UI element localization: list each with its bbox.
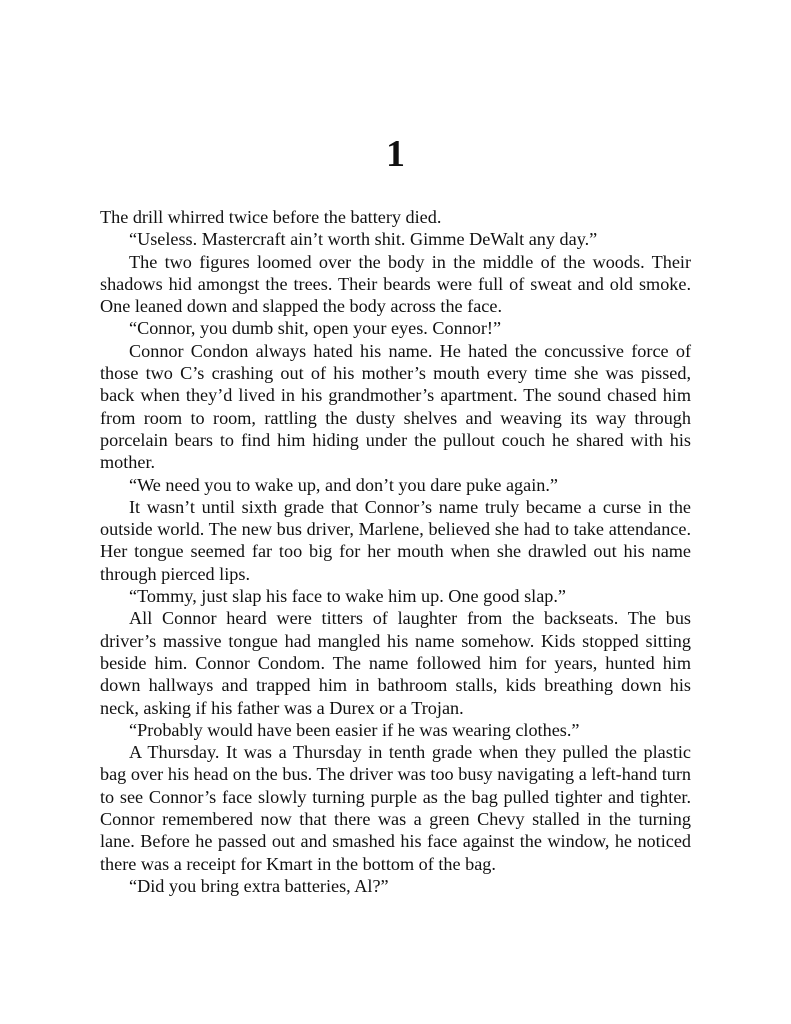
paragraph: The two figures loomed over the body in the middle of the woods. Their shadows hid amongst the trees. Their beards were full of sweat and old smoke. One leaned down and slapped the body across the face. bbox=[100, 251, 691, 317]
paragraph: “We need you to wake up, and don’t you dare puke again.” bbox=[129, 474, 558, 495]
chapter-number: 1 bbox=[386, 133, 405, 175]
paragraph: “Tommy, just slap his face to wake him up. One good slap.” bbox=[129, 586, 566, 607]
paragraph: “Probably would have been easier if he was wearing clothes.” bbox=[129, 719, 580, 740]
paragraph: Connor Condon always hated his name. He hated the concussive force of those two C’s crashing out of his mother’s mouth every time she was pissed, back when they’d lived in his grandmother’s apartment. The sound chased him from room to room, rattling the dusty shelves and weaving its way through porcelain bears to find him hiding under the pullout couch he shared with his mother. bbox=[100, 340, 691, 473]
paragraph: All Connor heard were titters of laughter from the backseats. The bus driver’s massive tongue had mangled his name somehow. Kids stopped sitting beside him. Connor Condom. The name followed him for years, hunted him down hallways and trapped him in bathroom stalls, kids breathing down his neck, asking if his father was a Durex or a Trojan. bbox=[100, 608, 691, 718]
paragraph: “Useless. Mastercraft ain’t worth shit. Gimme DeWalt any day.” bbox=[129, 229, 598, 250]
paragraph: It wasn’t until sixth grade that Connor’s name truly became a curse in the outside world. The new bus driver, Marlene, believed she had to take attendance. Her tongue seemed far too big for her mouth when she drawled out his name through pierced lips. bbox=[100, 496, 691, 584]
paragraph: “Connor, you dumb shit, open your eyes. Connor!” bbox=[129, 318, 502, 339]
paragraph: “Did you bring extra batteries, Al?” bbox=[129, 875, 389, 896]
chapter-body bbox=[100, 206, 691, 897]
paragraph: The drill whirred twice before the battery died. bbox=[100, 207, 442, 227]
paragraph: A Thursday. It was a Thursday in tenth grade when they pulled the plastic bag over his head on the bus. The driver was too busy navigating a left-hand turn to see Connor’s face slowly turning purple as the bag pulled tighter and tighter. Connor remembered now that there was a green Chevy stalled in the turning lane. Before he passed out and smashed his face against the window, he noticed there was a receipt for Kmart in the bottom of the bag. bbox=[100, 742, 691, 874]
